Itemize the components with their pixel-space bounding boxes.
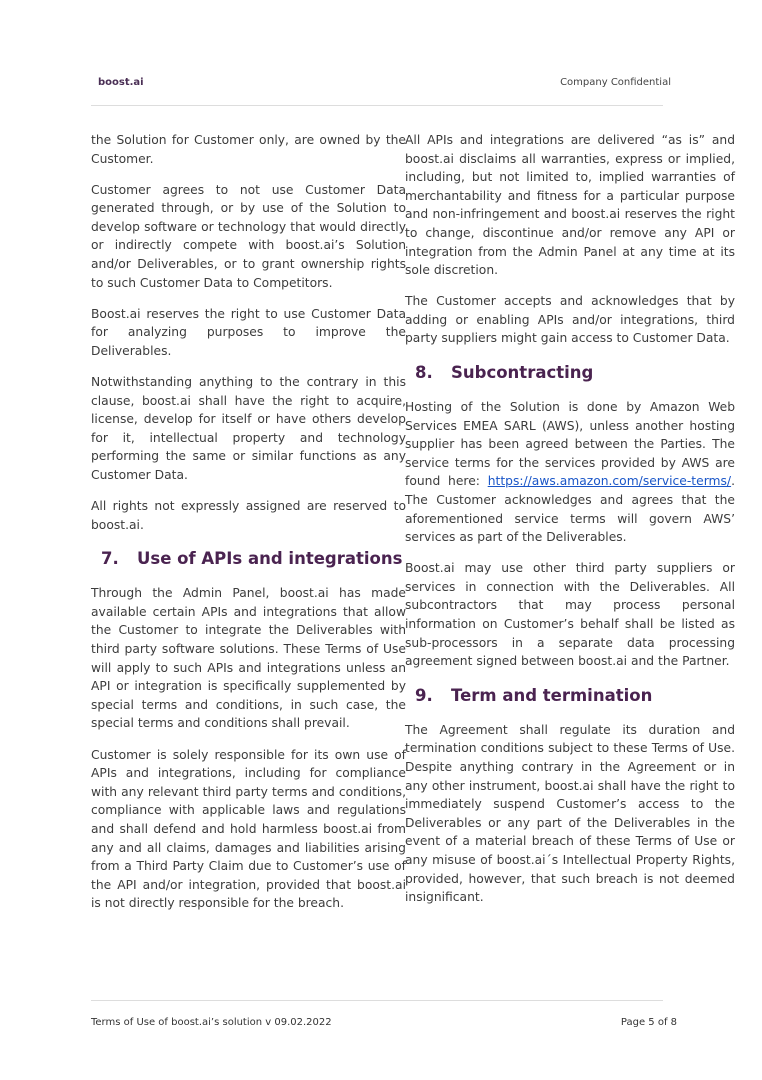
section-heading-7 bbox=[91, 548, 406, 570]
right-column bbox=[405, 131, 735, 919]
section-number: 8. bbox=[415, 363, 433, 383]
section-title: Term and termination bbox=[451, 685, 653, 705]
footer-page-number: Page 5 of 8 bbox=[620, 1017, 677, 1028]
paragraph: Boost.ai reserves the right to use Customer Data for analyzing purposes to improve the Deliverables. bbox=[91, 306, 406, 358]
section-number: 9. bbox=[415, 685, 433, 705]
section-number: 7. bbox=[101, 549, 119, 569]
section-heading-9 bbox=[405, 685, 735, 707]
header-divider bbox=[91, 105, 663, 106]
paragraph: Notwithstanding anything to the contrary in this clause, boost.ai shall have the right to acquire, license, develop for itself or have others develop for it, intellectual property and technology performing the same or similar functions as any Customer Data. bbox=[91, 375, 406, 482]
paragraph: The Agreement shall regulate its duration and termination conditions subject to these Terms of Use. Despite anything contrary in the Agreement or in any other instrument, boost.ai shall have the right to immediately suspend Customer’s access to the Deliverables or any part of the Deliverables in the event of a material breach of these Terms of Use or any misuse of boost.ai´s Intellectual Property Rights, provided, however, that such breach is not deemed insignificant. bbox=[405, 722, 735, 905]
paragraph: Customer agrees to not use Customer Data generated through, or by use of the Solution to develop software or technology that would directly or indirectly compete with boost.ai’s Solution and/or Deliverables, or to grant ownership rights to such Customer Data to Competitors. bbox=[91, 182, 406, 290]
paragraph: All APIs and integrations are delivered “as is” and boost.ai disclaims all warranties, express or implied, including, but not limited to, implied warranties of merchantability and fitness for a particular purpose and non-infringement and boost.ai reserves the right to change, discontinue and/or remove any API or integration from the Admin Panel at any time at its sole discretion. bbox=[405, 133, 735, 278]
left-column bbox=[91, 131, 406, 925]
footer-divider bbox=[91, 1000, 663, 1001]
footer-document-title: Terms of Use of boost.ai’s solution v 09.02.2022 bbox=[91, 1017, 332, 1028]
section-title: Subcontracting bbox=[451, 363, 594, 383]
header-confidentiality: Company Confidential bbox=[560, 77, 671, 88]
header-brand: boost.ai bbox=[98, 77, 144, 88]
paragraph bbox=[405, 398, 735, 547]
paragraph: the Solution for Customer only, are owned by the Customer. bbox=[91, 133, 406, 166]
paragraph: Through the Admin Panel, boost.ai has made available certain APIs and integrations that allow the Customer to integrate the Deliverables with third party software solutions. These Terms of Use will apply to such APIs and integrations unless an API or integration is specifically supplemented by special terms and conditions, in such case, the special terms and conditions shall prevail. bbox=[91, 586, 406, 731]
paragraph: Customer is solely responsible for its own use of APIs and integrations, including for compliance with any relevant third party terms and conditions, compliance with applicable laws and regulations and shall defend and hold harmless boost.ai from any and all claims, damages and liabilities arising from a Third Party Claim due to Customer’s use of the API and/or integration, provided that boost.ai is not directly responsible for the breach. bbox=[91, 747, 406, 911]
section-title: Use of APIs and integrations bbox=[137, 549, 403, 569]
paragraph: The Customer accepts and acknowledges that by adding or enabling APIs and/or integrations, third party suppliers might gain access to Customer Data. bbox=[405, 294, 735, 346]
paragraph: Boost.ai may use other third party suppliers or services in connection with the Deliverables. All subcontractors that may process personal information on Customer’s behalf shall be listed as sub-processors in a separate data processing agreement signed between boost.ai and the Partner. bbox=[405, 561, 735, 669]
paragraph-text: . The Customer acknowledges and agrees that the aforementioned service terms will govern AWS’ services as part of the Deliverables. bbox=[405, 474, 735, 545]
paragraph-text: Hosting of the Solution is done by Amazon Web Services EMEA SARL (AWS), unless another hosting supplier has been agreed between the Parties. The service terms for the services provided by AWS are found here: bbox=[405, 400, 735, 489]
aws-service-terms-link[interactable]: https://aws.amazon.com/service-terms/ bbox=[487, 474, 732, 489]
section-heading-8 bbox=[405, 362, 735, 384]
paragraph: All rights not expressly assigned are reserved to boost.ai. bbox=[91, 499, 406, 532]
